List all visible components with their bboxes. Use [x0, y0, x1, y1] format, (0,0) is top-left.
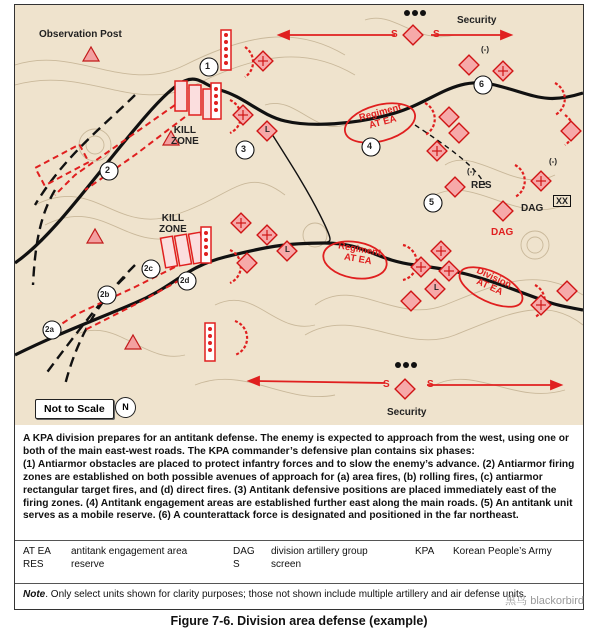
s-marker-bottom-2: S	[427, 379, 434, 390]
figure-frame	[14, 4, 584, 610]
note-text: . Only select units shown for clarity purposes; those not shown include multiple artillery and air defense units.	[45, 589, 527, 600]
minus-marker-3: (-)	[549, 157, 557, 166]
legend-meaning-s: screen	[271, 559, 302, 570]
phase-3: 3	[241, 144, 247, 154]
phase-2a: 2a	[45, 325, 54, 334]
l-marker-1: L	[265, 125, 270, 134]
legend-abbr-dag: DAG	[233, 546, 255, 557]
note	[23, 589, 527, 600]
observation-post-label: Observation Post	[39, 29, 122, 40]
figure-caption: Figure 7-6. Division area defense (example)	[170, 614, 428, 628]
phase-2d: 2d	[180, 276, 190, 285]
legend	[15, 540, 583, 584]
phase-5: 5	[429, 197, 435, 207]
l-marker-2: L	[285, 245, 290, 254]
dag-xx-label: XX	[553, 195, 571, 207]
kill-zone-2	[160, 232, 205, 268]
not-to-scale-box: Not to Scale	[35, 399, 114, 419]
minus-marker-1: (-)	[481, 45, 489, 54]
phase-6: 6	[479, 79, 485, 89]
dag-red-label: DAG	[491, 227, 514, 238]
s-marker-top: S	[391, 29, 398, 40]
legend-meaning-kpa: Korean People’s Army	[453, 546, 552, 557]
division-at-ea-label: Division AT EA	[474, 265, 513, 298]
description-intro: A KPA division prepares for an antitank defense. The enemy is expected to approach from the west, using one or both of the main east-west roads. The KPA commander’s defensive plan contains six phases:	[23, 433, 569, 457]
legend-abbr-at-ea: AT EA	[23, 546, 51, 557]
l-marker-3: L	[434, 283, 439, 292]
description-phases: (1) Antiarmor obstacles are placed to protect infantry forces and to slow the enemy’s advance. (2) Antiarmor firing zones are established on both possible avenues of approach for (a) area fires, (b) rolling fires, (c) antiarmor rectangular target fires, and (d) direct fires. (3) Antitank defensive positions are placed immediately east of the firing zones. (4) Antitank engagement areas are established further east along the main roads. (5) An antitank unit serves as a mobile reserve. (6) A counterattack force is designated and positioned in the far northeast.	[23, 458, 575, 522]
legend-abbr-res: RES	[23, 559, 44, 570]
phase-2: 2	[105, 165, 111, 175]
phase-4: 4	[367, 141, 373, 151]
regiment-at-ea-1-label: Regiment AT EA	[357, 101, 403, 132]
legend-abbr-kpa: KPA	[415, 546, 435, 557]
legend-meaning-res: reserve	[71, 559, 105, 570]
regiment-at-ea-2-label: Regiment AT EA	[337, 240, 382, 268]
s-marker-bottom: S	[383, 379, 390, 390]
res-label: RES	[471, 180, 492, 191]
security-bottom-label: Security	[387, 407, 427, 418]
phase-2b: 2b	[100, 290, 110, 299]
legend-meaning-at-ea: antitank engagement area	[71, 546, 188, 557]
minus-marker-2: (-)	[467, 167, 475, 176]
kill-zone-2-label: KILL ZONE	[159, 213, 187, 235]
security-top-label: Security	[457, 15, 497, 26]
legend-abbr-s: S	[233, 559, 240, 570]
phase-1: 1	[205, 61, 211, 71]
legend-meaning-dag: division artillery group	[271, 546, 368, 557]
description	[23, 433, 575, 523]
dag-label: DAG	[521, 203, 544, 214]
watermark: 黑鸟 blackorbird	[505, 595, 584, 607]
kill-zone-1-label: KILL ZONE	[171, 125, 199, 147]
phase-2c: 2c	[144, 264, 153, 273]
note-label: Note	[23, 589, 46, 600]
north-arrow: N	[115, 397, 136, 418]
map-diagram	[15, 5, 583, 425]
s-marker-top-2: S	[433, 29, 440, 40]
